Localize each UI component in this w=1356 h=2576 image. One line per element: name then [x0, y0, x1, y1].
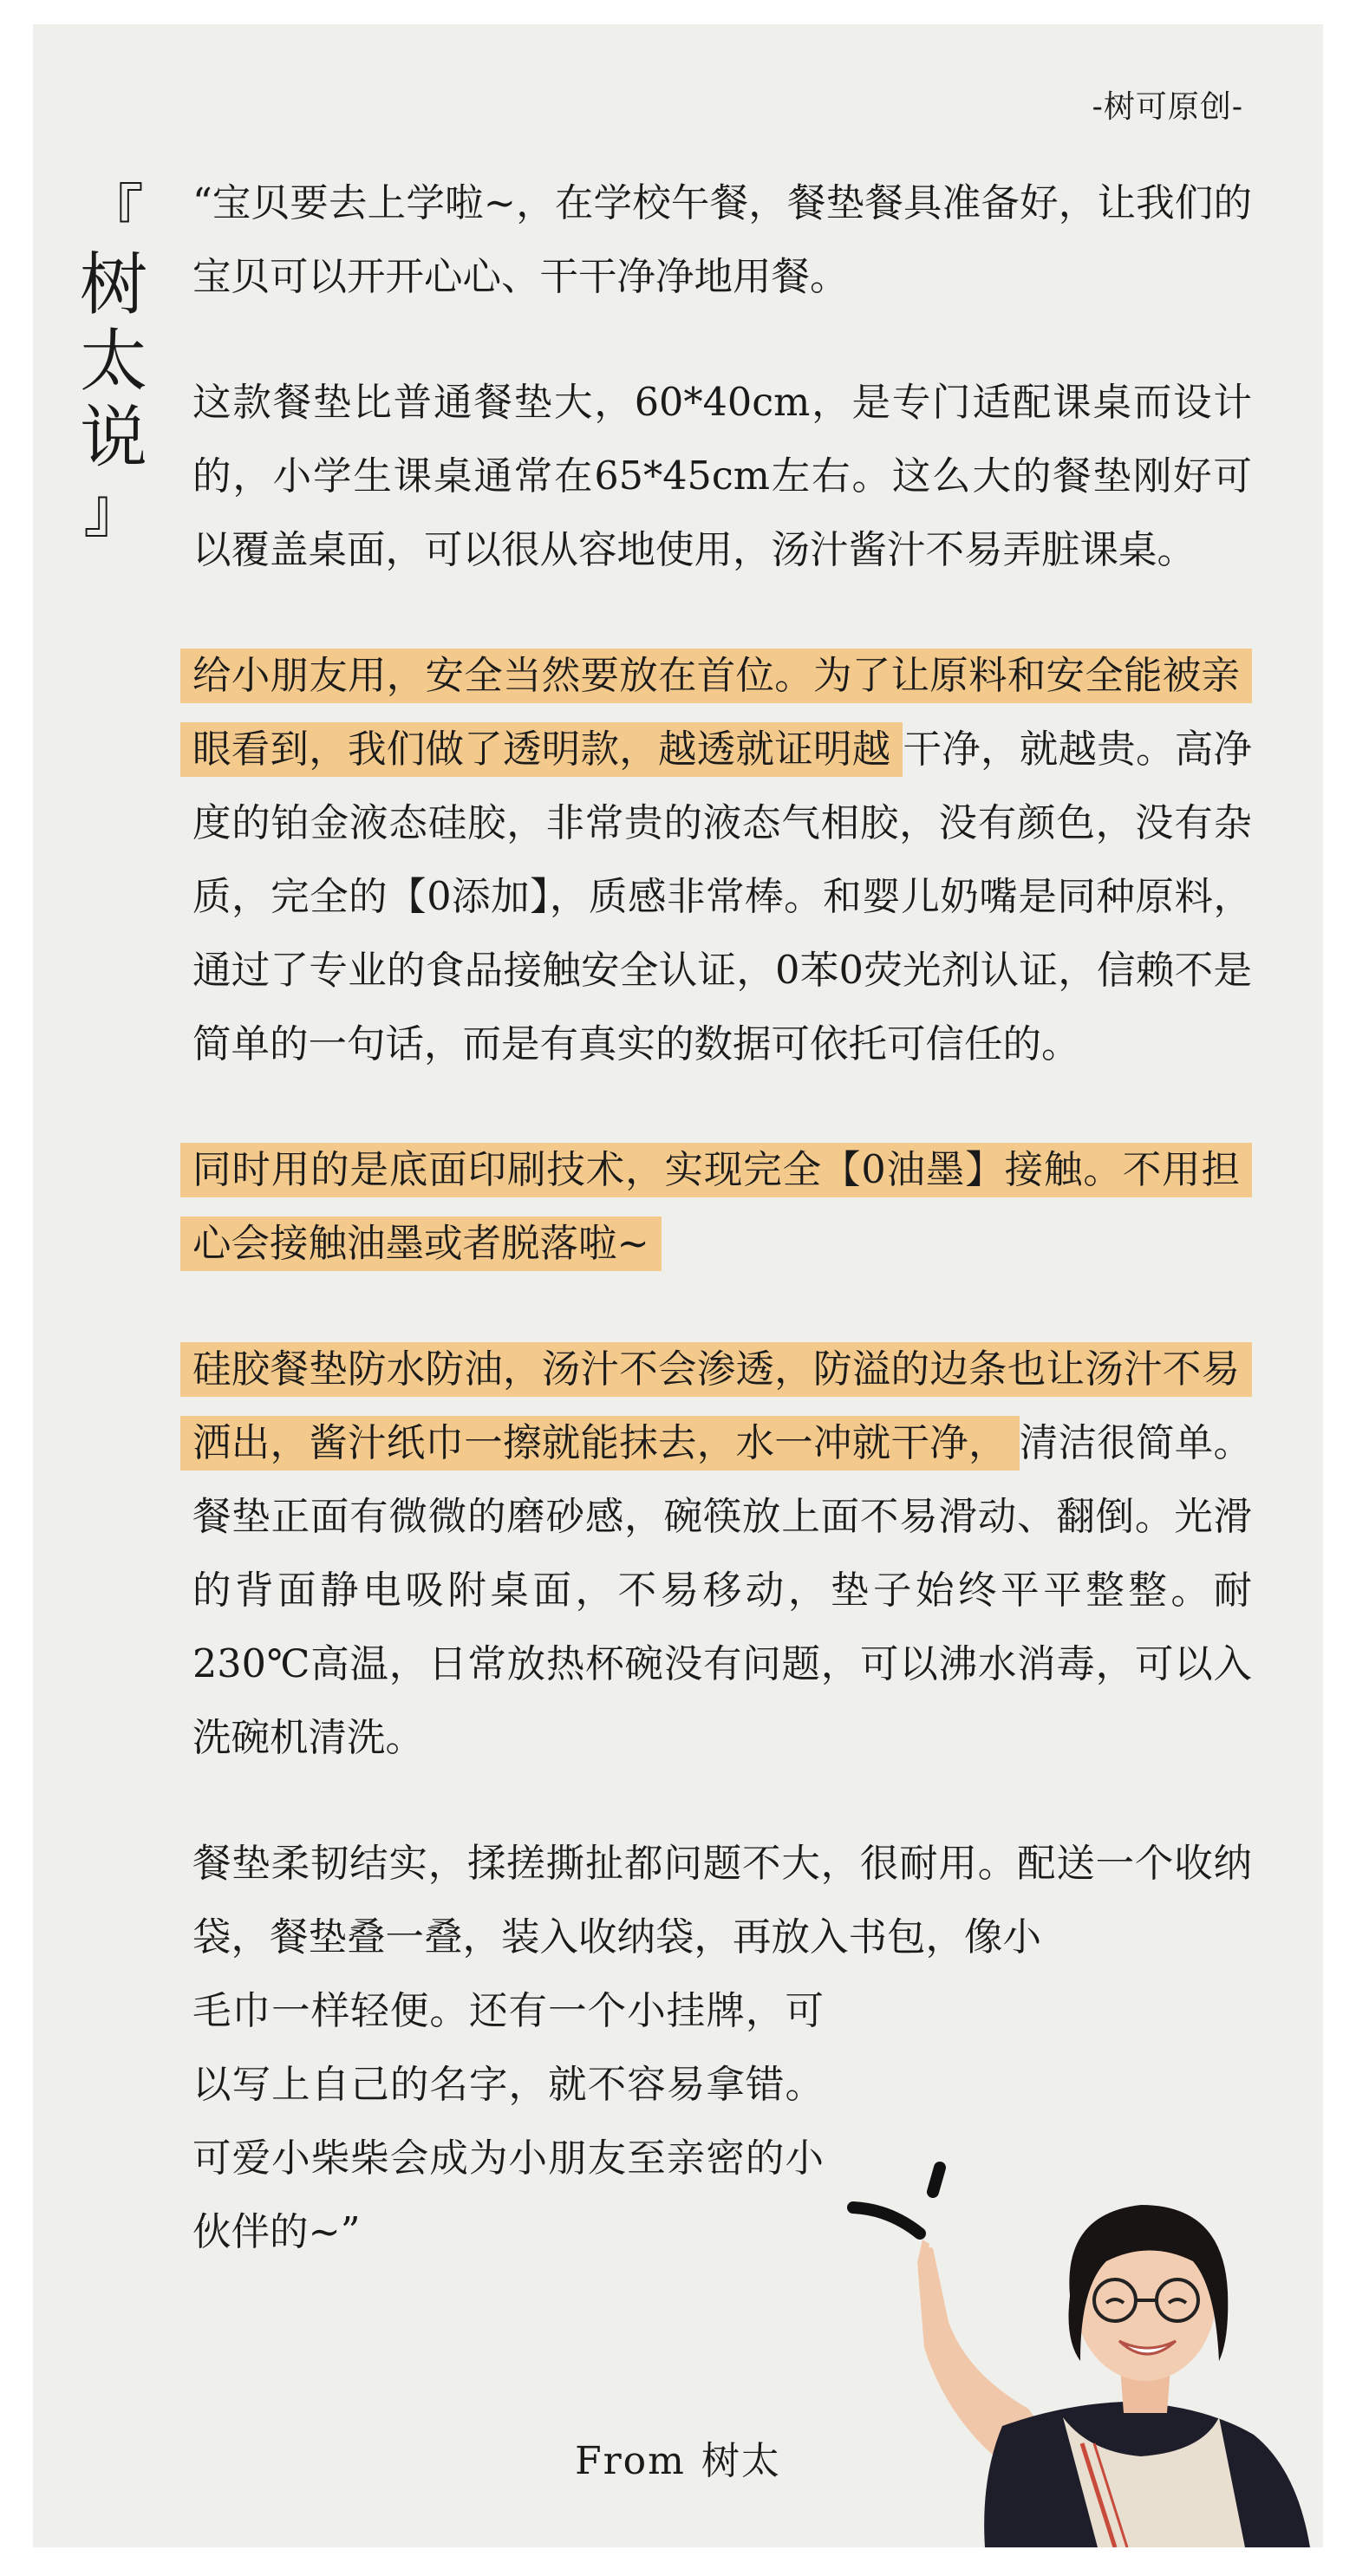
original-tag: -树可原创-: [1092, 89, 1243, 125]
title-char-1: 树: [79, 246, 147, 324]
paragraph-intro: “宝贝要去上学啦~，在学校午餐，餐垫餐具准备好，让我们的宝贝可以开开心心、干干净净地用餐。: [192, 181, 1252, 299]
paragraph-waterproof-rest: 清洁很简单。餐垫正面有微微的磨砂感，碗筷放上面不易滑动、翻倒。光滑的背面静电吸附桌面，不易移动，垫子始终平平整整。耐230℃高温，日常放热杯碗没有问题，可以沸水消毒，可以入洗碗机清洗。: [192, 1421, 1252, 1760]
title-close-bracket: 』: [83, 475, 144, 546]
paragraph-durability: 餐垫柔韧结实，揉搓撕扯都问题不大，很耐用。配送一个收纳袋，餐垫叠一叠，装入收纳袋，再放入书包，像小: [192, 1842, 1252, 1960]
paragraph-waterproof: [192, 1333, 1252, 1775]
paragraph-safety: [192, 639, 1252, 1081]
highlight-printing: 同时用的是底面印刷技术，实现完全【0油墨】接触。不用担心会接触油墨或者脱落啦~: [180, 1143, 1252, 1271]
title-char-3: 说: [79, 399, 147, 477]
paragraph-safety-rest: 干净，就越贵。高净度的铂金液态硅胶，非常贵的液态气相胶，没有颜色，没有杂质，完全的【0添加】，质感非常棒。和婴儿奶嘴是同种原料，通过了专业的食品接触安全认证，0苯0荧光剂认证，信赖不是简单的一句话，而是有真实的数据可依托可信任的。: [192, 727, 1252, 1066]
title-open-bracket: 『: [83, 177, 144, 248]
article-body: [192, 166, 1252, 2321]
highlight-safety: 给小朋友用，安全当然要放在首位。为了让原料和安全能被亲眼看到，我们做了透明款，越透就证明越: [180, 649, 1252, 777]
vertical-title: [75, 178, 153, 545]
title-char-2: 太: [79, 323, 147, 401]
author-illustration: [838, 2062, 1323, 2547]
motion-stroke-top: [933, 2168, 940, 2192]
motion-stroke-left: [853, 2208, 920, 2234]
paragraph-size: 这款餐垫比普通餐垫大，60*40cm，是专门适配课桌而设计的，小学生课桌通常在65*45cm左右。这么大的餐垫刚好可以覆盖桌面，可以很从容地使用，汤汁酱汁不易弄脏课桌。: [192, 381, 1252, 572]
paragraph-printing: [192, 1133, 1252, 1281]
from-label: From: [575, 2439, 686, 2483]
highlight-waterproof: 硅胶餐垫防水防油，汤汁不会渗透，防溢的边条也让汤汁不易洒出，酱汁纸巾一擦就能抹去，水一冲就干净，: [180, 1342, 1252, 1471]
from-name: 树太: [701, 2439, 781, 2483]
paragraph-durability-narrow: 毛巾一样轻便。还有一个小挂牌，可以写上自己的名字，就不容易拿错。可爱小柴柴会成为小朋友至亲密的小伙伴的~”: [192, 1989, 824, 2254]
